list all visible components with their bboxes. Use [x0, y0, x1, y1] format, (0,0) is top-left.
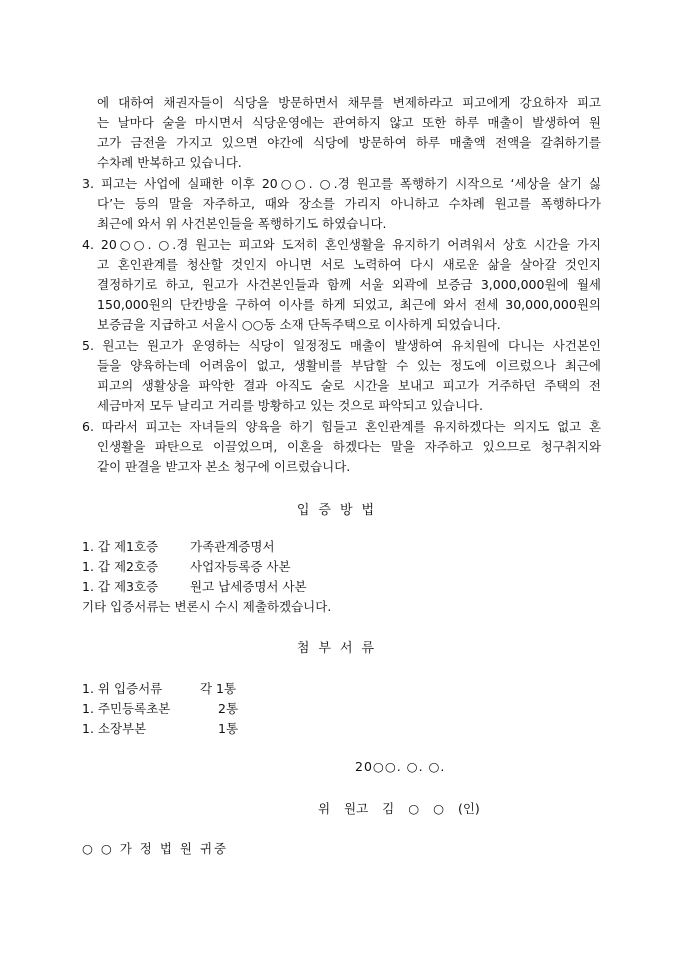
body-line: 6. 따라서 피고는 자녀들의 양육을 하기 힘들고 혼인관계를 유지하겠다는 의지도 없고 혼 [82, 419, 601, 434]
body-line: 결정하기로 하고, 원고가 사건본인들과 함께 서울 외곽에 보증금 3,000,000원에 월세 [97, 277, 601, 292]
body-line: 다’는 등의 말을 자주하고, 때와 장소를 가리지 아니하고 수차례 원고를 폭행하다가 [97, 196, 601, 211]
attachment-label: 1. 위 입증서류 [82, 681, 163, 696]
attachment-item [82, 720, 239, 738]
attachment-value: 2통 [218, 701, 239, 716]
attachments-heading: 첨부서류 [296, 641, 384, 656]
court-addressee: ○ ○ 가 정 법 원 귀중 [82, 841, 229, 856]
body-line: 세금마저 모두 날리고 거리를 방황하고 있는 것으로 파악되고 있습니다. [97, 398, 483, 413]
body-line: 4. 20○○. ○.경 원고는 피고와 도저히 혼인생활을 유지하기 어려워서 상호 시간을 가지 [82, 237, 601, 252]
evidence-label: 1. 갑 제2호증 [82, 559, 159, 574]
body-line: 는 날마다 술을 마시면서 식당운영에는 관여하지 않고 또한 하루 매출이 발생하여 원 [97, 115, 601, 130]
attachment-value: 각 1통 [200, 681, 237, 696]
body-line: 3. 피고는 사업에 실패한 이후 20○○. ○.경 원고를 폭행하기 시작으로 ‘세상을 살기 싫 [82, 176, 601, 191]
evidence-value: 가족관계증명서 [190, 539, 275, 554]
body-line: 최근에 와서 위 사건본인들을 폭행하기도 하였습니다. [97, 216, 387, 231]
body-line: 같이 판결을 받고자 본소 청구에 이르렀습니다. [97, 459, 351, 474]
attachment-item [82, 680, 237, 698]
body-line: 수차례 반복하고 있습니다. [97, 155, 242, 170]
attachment-item [82, 700, 239, 718]
evidence-heading: 입증방법 [296, 503, 384, 518]
evidence-label: 1. 갑 제3호증 [82, 579, 159, 594]
attachment-label: 1. 주민등록초본 [82, 701, 171, 716]
body-line: 5. 원고는 원고가 운영하는 식당이 일정정도 매출이 발생하여 유치원에 다니는 사건본인 [82, 338, 601, 353]
evidence-label: 1. 갑 제1호증 [82, 539, 159, 554]
body-line: 들을 양육하는데 어려움이 없고, 생활비를 부담할 수 있는 정도에 이르렀으나 최근에 [97, 358, 601, 373]
evidence-note: 기타 입증서류는 변론시 수시 제출하겠습니다. [82, 599, 332, 614]
evidence-item [82, 558, 291, 576]
body-line: 피고의 생활상을 파악한 결과 아직도 술로 시간을 보내고 피고가 거주하던 주택의 전 [97, 378, 601, 393]
body-line: 고가 금전을 가지고 있으면 야간에 식당에 방문하여 하루 매출액 전액을 갈취하기를 [97, 135, 601, 150]
filing-date: 20○○. ○. ○. [355, 759, 446, 774]
evidence-value: 원고 납세증명서 사본 [190, 579, 307, 594]
attachment-label: 1. 소장부본 [82, 721, 147, 736]
evidence-item [82, 578, 307, 596]
evidence-item [82, 538, 275, 556]
body-line: 인생활을 파탄으로 이끌었으며, 이혼을 하겠다는 말을 자주하고 있으므로 청구취지와 [97, 439, 601, 454]
attachment-value: 1통 [218, 721, 239, 736]
body-line: 고 혼인관계를 청산할 것인지 아니면 서로 노력하여 다시 새로운 삶을 살아갈 것인지 [97, 257, 601, 272]
body-line: 에 대하여 채권자들이 식당을 방문하면서 채무를 변제하라고 피고에게 강요하자 피고 [97, 95, 601, 110]
evidence-value: 사업자등록증 사본 [190, 559, 291, 574]
body-line: 150,000원의 단칸방을 구하여 이사를 하게 되었고, 최근에 와서 전세 30,000,000원의 [97, 297, 601, 312]
body-line: 보증금을 지급하고 서울시 ○○동 소재 단독주택으로 이사하게 되었습니다. [97, 317, 501, 332]
signer-line: 위 원고 김 ○ ○ (인) [318, 801, 480, 816]
